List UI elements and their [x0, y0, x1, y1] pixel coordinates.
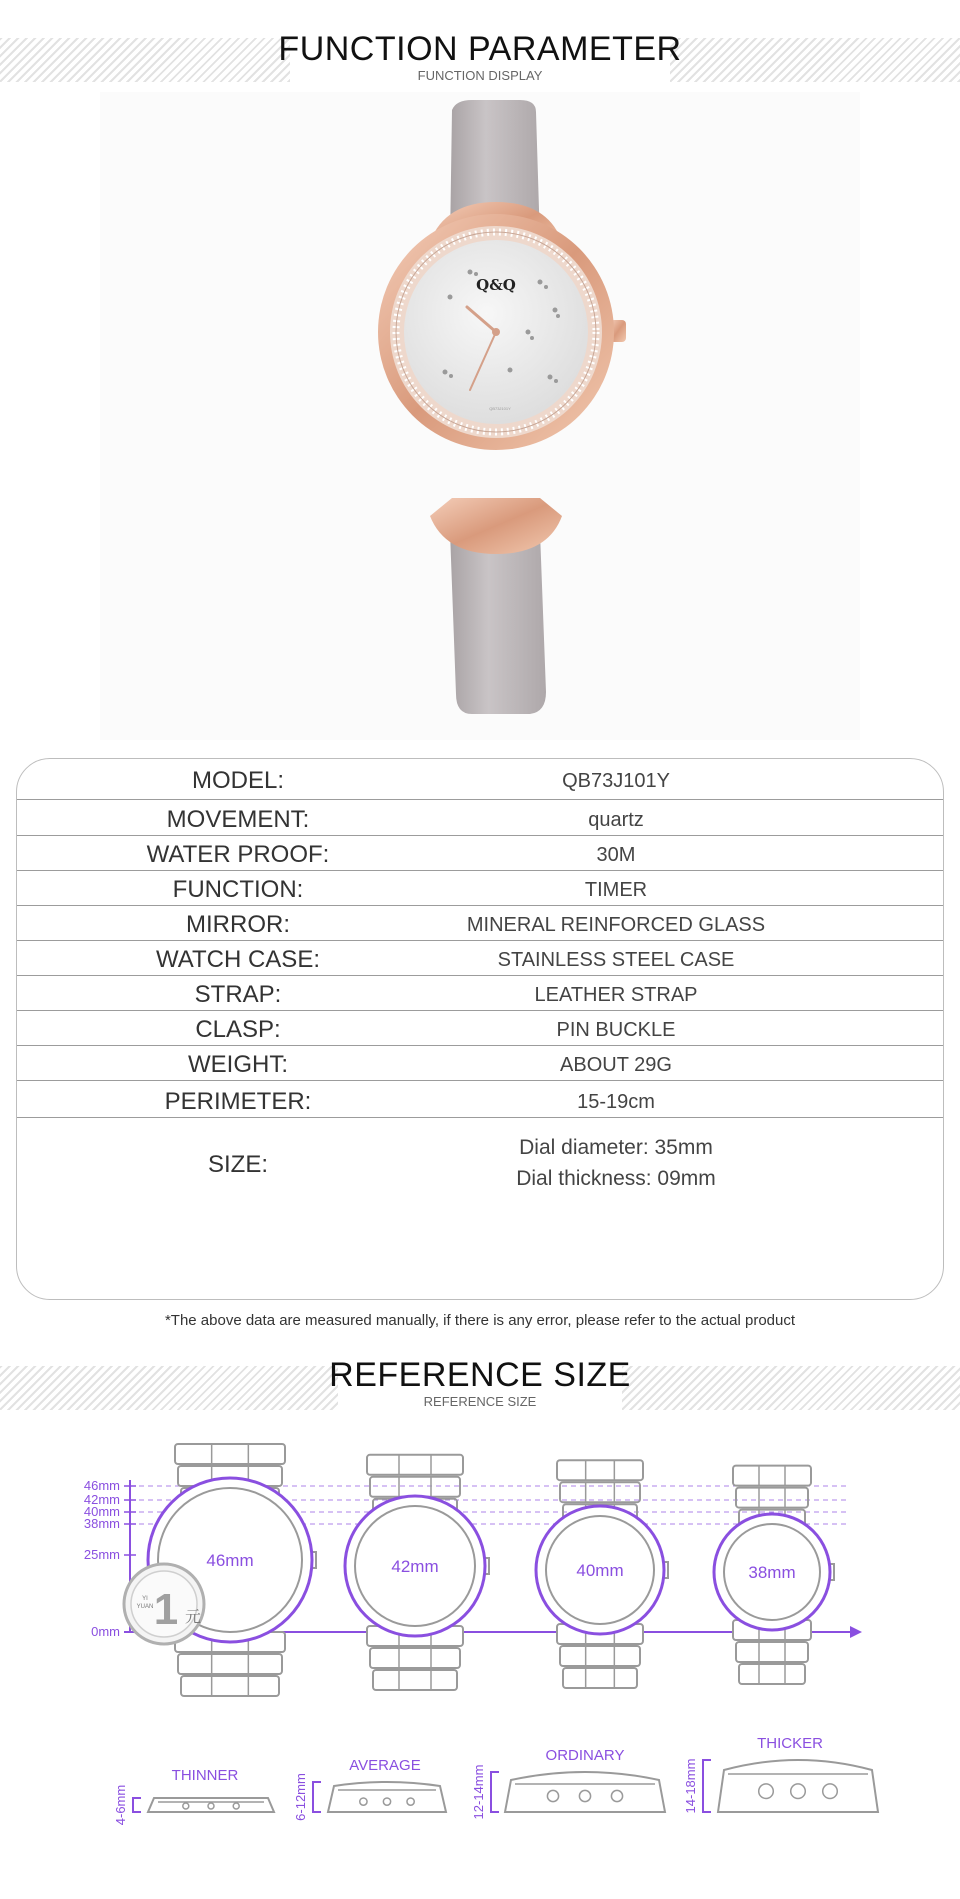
dial-size-label: 38mm	[748, 1563, 796, 1582]
profile-button	[579, 1790, 590, 1801]
spec-value: MINERAL REINFORCED GLASS	[466, 914, 766, 936]
spec-value: 30M	[596, 844, 636, 866]
band-link	[560, 1482, 640, 1502]
axis-tick-label: 0mm	[91, 1624, 120, 1639]
spec-value: PIN BUCKLE	[556, 1019, 676, 1041]
band-link	[181, 1676, 279, 1696]
watch-illustration	[100, 92, 860, 740]
coin-numeral: 1	[153, 1585, 179, 1634]
spec-label: PERIMETER:	[164, 1088, 312, 1115]
product-image	[100, 92, 860, 740]
band-link	[178, 1654, 282, 1674]
profile-button	[183, 1803, 189, 1809]
spec-value: TIMER	[584, 879, 648, 901]
spec-value-diameter: Dial diameter: 35mm	[519, 1136, 713, 1159]
spec-label: WATCH CASE:	[155, 946, 320, 973]
axis-tick-label: 46mm	[83, 1478, 120, 1493]
thickness-name: THICKER	[757, 1735, 823, 1752]
axis-tick-label: 40mm	[83, 1504, 120, 1519]
spec-table	[16, 758, 944, 1300]
thickness-item	[293, 1757, 446, 1821]
section-subtitle: FUNCTION DISPLAY	[417, 68, 543, 83]
band-link	[370, 1648, 460, 1668]
thickness-name: AVERAGE	[349, 1757, 421, 1774]
reference-size-illustration	[0, 1420, 960, 1894]
spec-value: LEATHER STRAP	[534, 984, 698, 1006]
coin-icon	[124, 1564, 204, 1644]
profile-button	[547, 1790, 558, 1801]
profile-button	[360, 1798, 367, 1805]
spec-label: CLASP:	[195, 1016, 281, 1043]
spec-label: SIZE:	[207, 1151, 268, 1178]
spec-label: MOVEMENT:	[166, 806, 310, 833]
spec-label: STRAP:	[194, 981, 282, 1008]
thickness-item	[113, 1767, 274, 1825]
spec-row	[17, 759, 943, 800]
spec-row	[17, 976, 943, 1011]
spec-label: WEIGHT:	[188, 1051, 288, 1078]
profile-button	[383, 1798, 390, 1805]
spec-row-size	[17, 1119, 943, 1299]
watch-profile	[328, 1782, 446, 1812]
band-link	[370, 1477, 460, 1497]
band-link	[733, 1466, 811, 1486]
band-link	[560, 1646, 640, 1666]
band-link	[736, 1488, 808, 1508]
dial-size-label: 40mm	[576, 1561, 624, 1580]
spec-row	[17, 1046, 943, 1081]
section-title: FUNCTION PARAMETER	[278, 30, 682, 68]
thickness-bracket	[703, 1760, 711, 1812]
reference-watch	[714, 1466, 834, 1684]
band-link	[736, 1642, 808, 1662]
profile-button	[759, 1784, 774, 1799]
coin-text: YI	[142, 1596, 148, 1602]
profile-button	[233, 1803, 239, 1809]
spec-row	[17, 836, 943, 871]
reference-svg	[0, 1420, 960, 1894]
profile-button	[791, 1784, 806, 1799]
spec-row	[17, 801, 943, 836]
reference-watch	[536, 1460, 668, 1688]
section-subtitle: REFERENCE SIZE	[423, 1394, 537, 1409]
coin-text: YUAN	[136, 1604, 154, 1610]
spec-row	[17, 871, 943, 906]
brand-logo: Q&Q	[476, 276, 516, 294]
thickness-range: 14-18mm	[683, 1758, 698, 1814]
spec-value: quartz	[588, 809, 644, 831]
thickness-bracket	[313, 1782, 321, 1812]
thickness-item	[683, 1735, 878, 1813]
spec-value: QB73J101Y	[562, 770, 670, 792]
dial-fine-print: QB73J101Y	[489, 406, 511, 411]
spec-value: 15-19cm	[577, 1091, 655, 1113]
band-link	[557, 1460, 643, 1480]
thickness-bracket	[133, 1798, 141, 1812]
spec-row	[17, 1081, 943, 1118]
section-header-reference	[0, 1348, 960, 1418]
band-link	[175, 1444, 285, 1464]
spec-label: FUNCTION:	[172, 876, 304, 903]
profile-button	[611, 1790, 622, 1801]
axis-tick-label: 42mm	[83, 1492, 120, 1507]
coin-char: 元	[184, 1609, 202, 1626]
spec-label: MODEL:	[191, 767, 284, 794]
reference-watch	[345, 1455, 489, 1690]
thickness-bracket	[491, 1772, 499, 1812]
disclaimer-note: *The above data are measured manually, if there is any error, please refer to the actual product	[164, 1312, 796, 1329]
section-header-function	[0, 20, 960, 90]
spec-value: STAINLESS STEEL CASE	[497, 949, 735, 971]
dial-size-label: 46mm	[206, 1551, 254, 1570]
axis-arrow	[850, 1626, 862, 1638]
spec-value-thickness: Dial thickness: 09mm	[516, 1167, 716, 1190]
band-link	[367, 1455, 463, 1475]
thickness-range: 4-6mm	[113, 1784, 128, 1826]
spec-row	[17, 941, 943, 976]
strap-bottom	[450, 532, 546, 714]
spec-label: MIRROR:	[186, 911, 290, 938]
axis-tick-label: 25mm	[83, 1547, 120, 1562]
thickness-name: THINNER	[171, 1767, 239, 1784]
band-link	[563, 1668, 637, 1688]
thickness-name: ORDINARY	[545, 1747, 625, 1764]
band-link	[373, 1670, 457, 1690]
profile-button	[208, 1803, 214, 1809]
spec-value: ABOUT 29G	[560, 1054, 672, 1076]
thickness-range: 12-14mm	[471, 1764, 486, 1820]
axis-tick-label: 38mm	[83, 1516, 120, 1531]
spec-row	[17, 906, 943, 941]
thickness-item	[471, 1747, 665, 1819]
profile-button	[823, 1784, 838, 1799]
band-link	[739, 1664, 805, 1684]
spec-label: WATER PROOF:	[146, 841, 330, 868]
section-title: REFERENCE SIZE	[329, 1356, 631, 1394]
thickness-range: 6-12mm	[293, 1773, 308, 1821]
profile-button	[407, 1798, 414, 1805]
dial-size-label: 42mm	[391, 1557, 439, 1576]
spec-row	[17, 1011, 943, 1046]
